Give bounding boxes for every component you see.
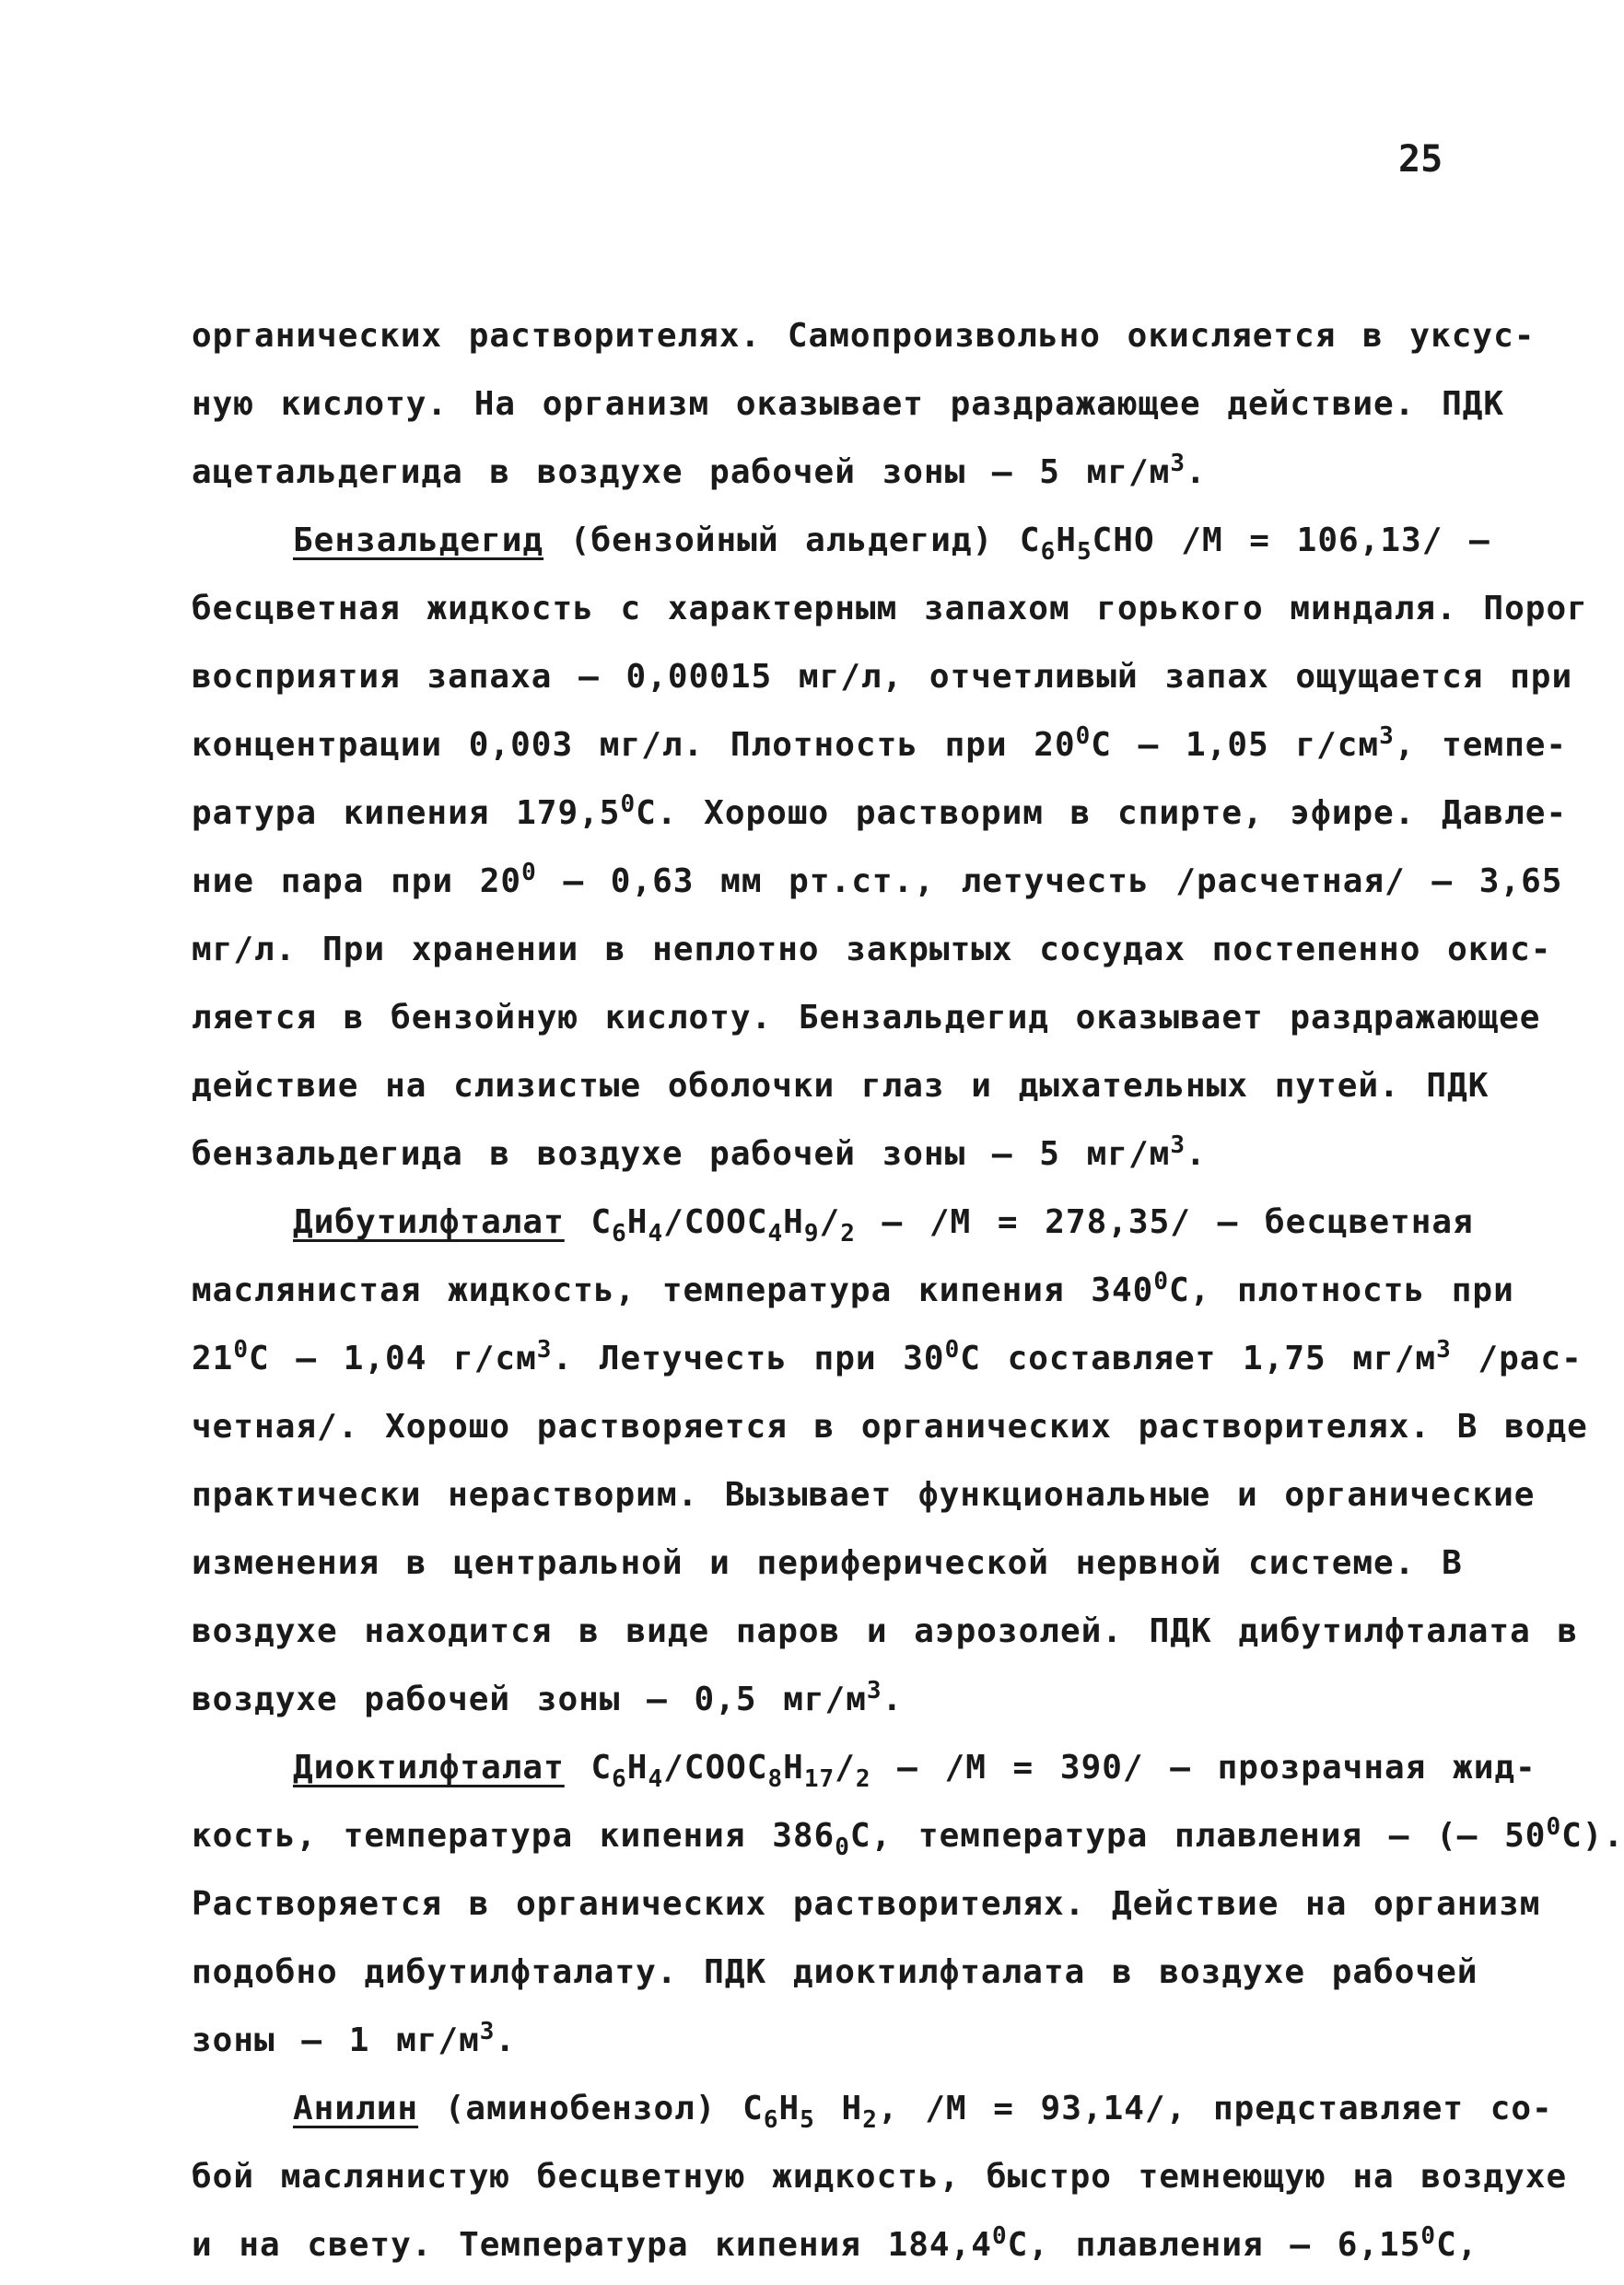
subscript: 0 — [835, 1834, 850, 1861]
term-dioctyl-phthalate: Диоктилфталат — [293, 1749, 565, 1787]
text-line: органических растворителях. Самопроизвольно окисляется в уксус- — [192, 317, 1536, 355]
text-fragment: H — [626, 1203, 648, 1241]
subscript: 4 — [648, 1765, 664, 1793]
text-fragment: CHO /М = 106,13/ – — [1092, 521, 1490, 559]
text-line: мг/л. При хранении в неплотно закрытых сосудах постепенно окис- — [192, 931, 1552, 968]
text-fragment: воздухе рабочей зоны – 0,5 мг/м — [192, 1681, 867, 1718]
superscript: 0 — [1420, 2222, 1437, 2250]
text-line: практически нерастворим. Вызывает функциональные и органические — [192, 1476, 1536, 1514]
subscript: 6 — [1040, 538, 1057, 566]
superscript: 0 — [233, 1336, 250, 1364]
text-line — [192, 1120, 1444, 1189]
superscript: 3 — [536, 1336, 553, 1364]
text-line — [192, 848, 1563, 916]
term-benzaldehyde: Бензальдегид — [293, 521, 544, 559]
text-line: подобно дибутилфталату. ПДК диоктилфталата в воздухе рабочей — [192, 1953, 1478, 1991]
text-line — [192, 1734, 1536, 1802]
text-line — [192, 1189, 1474, 1257]
text-fragment: C – 1,04 г/см — [249, 1340, 537, 1377]
superscript: 3 — [1170, 1131, 1186, 1159]
text-fragment: кость, температура кипения 386 — [192, 1817, 835, 1855]
subscript: 2 — [840, 1220, 856, 1248]
page-number: 25 — [1398, 138, 1443, 181]
superscript: 0 — [521, 859, 537, 886]
text-fragment: 21 — [192, 1340, 234, 1377]
superscript: 0 — [1546, 1813, 1562, 1841]
text-line — [192, 779, 1568, 848]
superscript: 3 — [1379, 722, 1395, 750]
text-fragment: ацетальдегида в воздухе рабочей зоны – 5 мг/м — [192, 453, 1171, 491]
superscript: 3 — [479, 2018, 496, 2045]
subscript: 6 — [763, 2106, 779, 2134]
text-fragment: H — [626, 1749, 648, 1787]
text-fragment: /COOC — [663, 1203, 768, 1241]
text-fragment: / — [819, 1203, 841, 1241]
subscript: 4 — [767, 1220, 784, 1248]
text-line: Растворяется в органических растворителях. Действие на организм — [192, 1885, 1541, 1923]
superscript: 0 — [1075, 722, 1092, 750]
text-fragment: C — [564, 1749, 613, 1787]
text-line: ную кислоту. На организм оказывает раздражающее действие. ПДК — [192, 385, 1505, 423]
text-fragment: бензальдегида в воздухе рабочей зоны – 5 мг/м — [192, 1135, 1171, 1173]
text-fragment: – /М = 278,35/ – бесцветная — [855, 1203, 1474, 1241]
superscript: 0 — [991, 2222, 1008, 2250]
text-fragment: , темпе- — [1394, 726, 1568, 764]
text-line: воздухе находится в виде паров и аэрозолей. ПДК дибутилфталата в — [192, 1612, 1579, 1650]
superscript: 0 — [944, 1336, 961, 1364]
text-fragment: C). — [1561, 1817, 1624, 1855]
subscript: 9 — [803, 1220, 820, 1248]
text-line: бой маслянистую бесцветную жидкость, быстро темнеющую на воздухе — [192, 2158, 1568, 2196]
superscript: 0 — [620, 791, 637, 818]
text-fragment: H — [783, 1203, 804, 1241]
text-fragment: / — [835, 1749, 856, 1787]
text-fragment: /рас- — [1451, 1340, 1583, 1377]
term-aniline: Анилин — [293, 2090, 419, 2127]
superscript: 3 — [1436, 1336, 1452, 1364]
term-dibutyl-phthalate: Дибутилфталат — [293, 1203, 565, 1241]
text-line — [192, 507, 1490, 575]
text-line: изменения в центральной и периферической нервной системе. В — [192, 1544, 1463, 1582]
text-line — [192, 2075, 1553, 2143]
text-fragment: C, температура плавления – (– 50 — [849, 1817, 1547, 1855]
text-fragment: C, — [1436, 2226, 1478, 2264]
text-fragment: C – 1,05 г/см — [1091, 726, 1380, 764]
text-line: ляется в бензойную кислоту. Бензальдегид оказывает раздражающее — [192, 999, 1541, 1037]
text-line: бесцветная жидкость с характерным запахом горького миндаля. Порог — [192, 590, 1588, 627]
subscript: 4 — [648, 1220, 664, 1248]
superscript: 3 — [1170, 450, 1186, 477]
text-fragment: /COOC — [663, 1749, 768, 1787]
subscript: 5 — [800, 2106, 815, 2134]
text-line — [192, 2211, 1478, 2279]
text-fragment: ние пара при 20 — [192, 862, 522, 900]
text-fragment: – 0,63 мм рт.ст., летучесть /расчетная/ – 3,65 — [536, 862, 1563, 900]
text-fragment: . — [495, 2021, 517, 2059]
text-fragment: , /М = 93,14/, представляет со- — [877, 2090, 1553, 2127]
text-fragment: H — [783, 1749, 804, 1787]
subscript: 2 — [855, 1765, 871, 1793]
text-fragment: (аминобензол) C — [418, 2090, 764, 2127]
text-fragment: . Летучесть при 30 — [552, 1340, 945, 1377]
text-fragment: – /М = 390/ – прозрачная жид- — [870, 1749, 1536, 1787]
subscript: 2 — [862, 2106, 878, 2134]
text-fragment: ратура кипения 179,5 — [192, 794, 621, 832]
text-fragment: C, плавления – 6,15 — [1007, 2226, 1421, 2264]
text-fragment: зоны – 1 мг/м — [192, 2021, 480, 2059]
text-line — [192, 1325, 1583, 1393]
text-line: четная/. Хорошо растворяется в органических растворителях. В воде — [192, 1408, 1588, 1446]
text-fragment: . — [1185, 1135, 1207, 1173]
text-line — [192, 2007, 1444, 2075]
text-fragment: (бензойный альдегид) C — [543, 521, 1041, 559]
text-fragment: C, плотность при — [1168, 1271, 1514, 1309]
subscript: 8 — [767, 1765, 784, 1793]
subscript: 6 — [612, 1765, 627, 1793]
text-line — [192, 1802, 1624, 1870]
text-fragment: H — [814, 2090, 863, 2127]
text-fragment: H — [1056, 521, 1077, 559]
subscript: 5 — [1076, 538, 1092, 566]
superscript: 3 — [866, 1677, 882, 1705]
text-fragment: H — [778, 2090, 800, 2127]
text-fragment: . — [882, 1681, 904, 1718]
text-line — [192, 439, 1444, 507]
text-line: действие на слизистые оболочки глаз и дыхательных путей. ПДК — [192, 1067, 1490, 1105]
text-fragment: C составляет 1,75 мг/м — [960, 1340, 1437, 1377]
text-fragment: . — [1185, 453, 1207, 491]
text-line — [192, 1666, 1444, 1734]
subscript: 17 — [803, 1765, 835, 1793]
text-line: восприятия запаха – 0,00015 мг/л, отчетливый запах ощущается при — [192, 658, 1573, 696]
text-line — [192, 1257, 1514, 1325]
subscript: 6 — [612, 1220, 627, 1248]
text-fragment: концентрации 0,003 мг/л. Плотность при 20 — [192, 726, 1076, 764]
text-fragment: C. Хорошо растворим в спирте, эфире. Давле- — [636, 794, 1568, 832]
text-fragment: C — [564, 1203, 613, 1241]
superscript: 0 — [1153, 1268, 1169, 1295]
text-fragment: маслянистая жидкость, температура кипения 340 — [192, 1271, 1154, 1309]
text-line — [192, 711, 1568, 779]
text-fragment: и на свету. Температура кипения 184,4 — [192, 2226, 992, 2264]
body-text — [192, 302, 1624, 2279]
